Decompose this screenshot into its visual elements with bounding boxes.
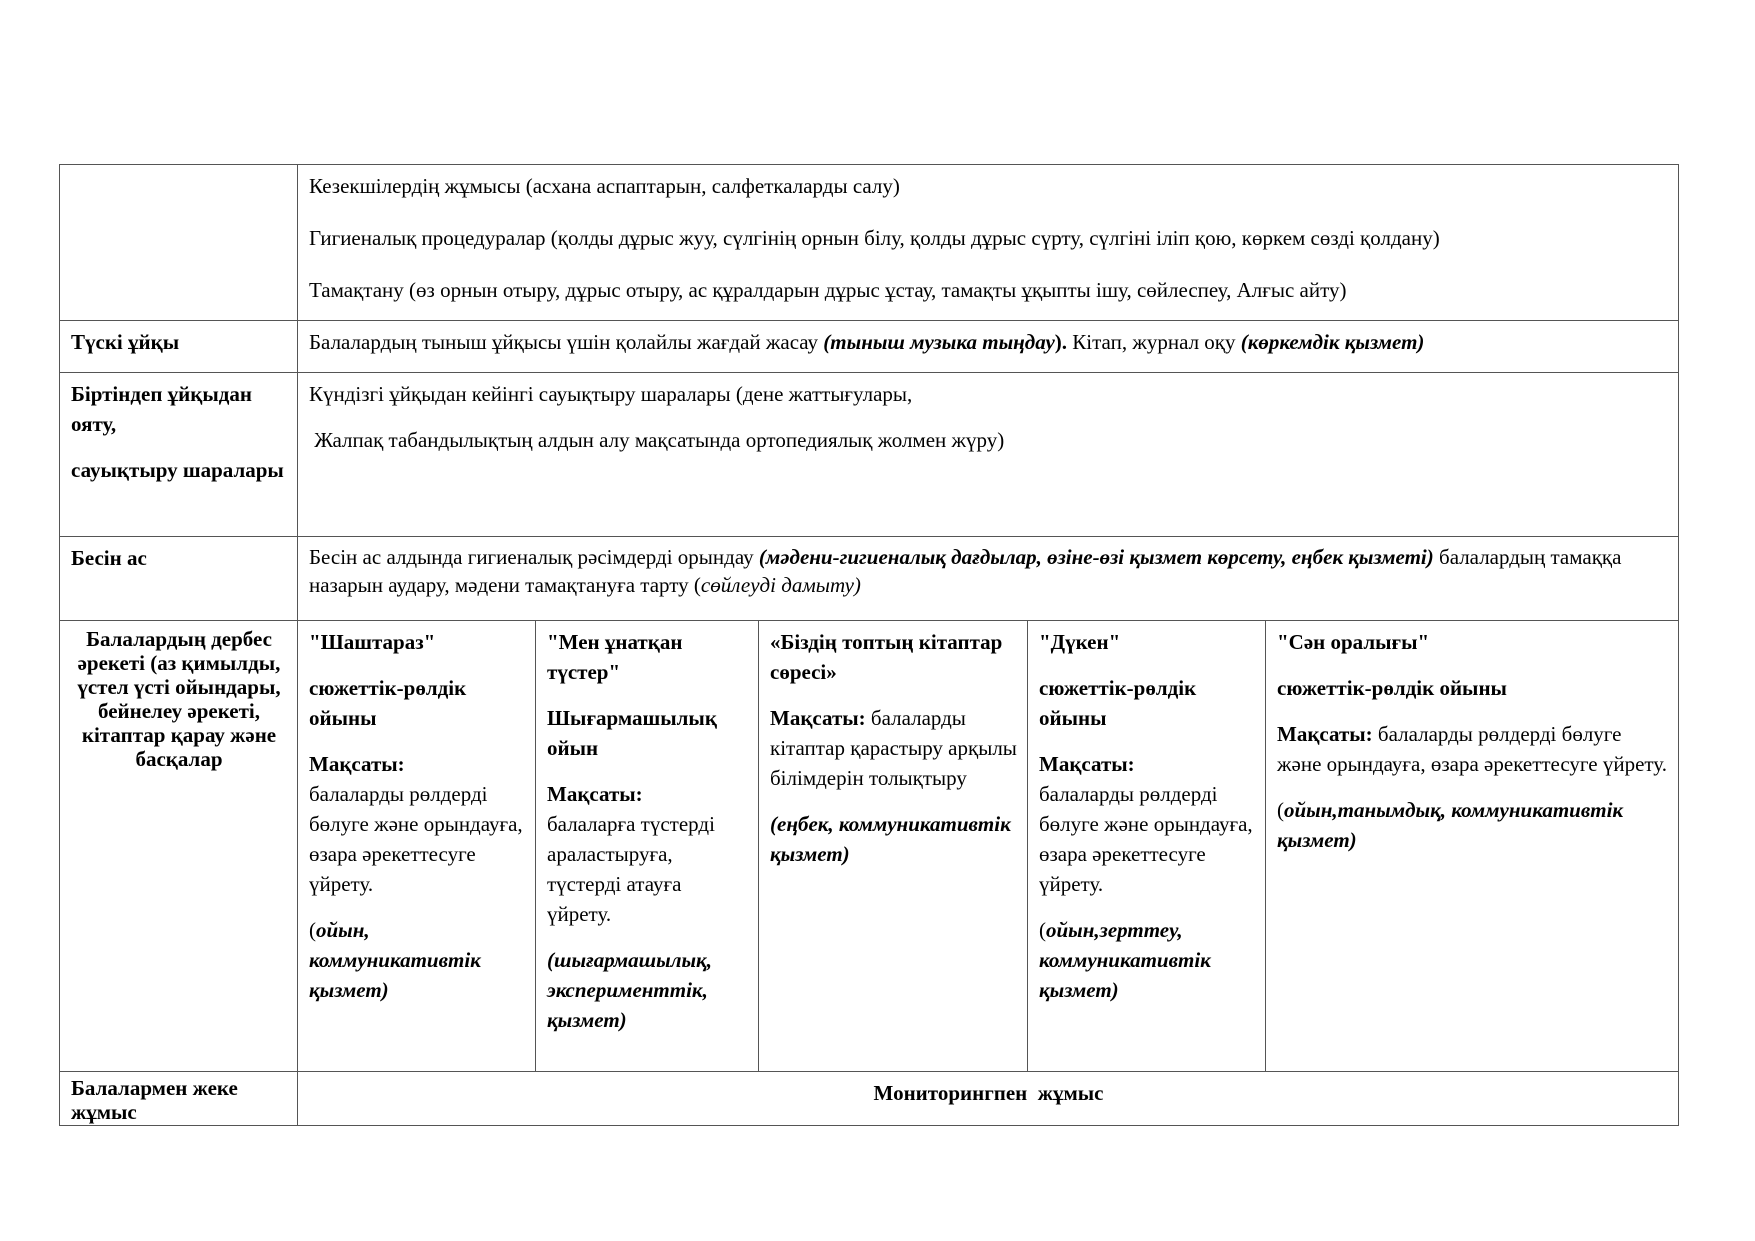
- meal-line-duty: Кезекшілердің жұмысы (асхана аспаптарын, салфеткаларды салу): [309, 174, 900, 198]
- activity-4-goal-label: Мақсаты:: [1039, 752, 1135, 776]
- activity-5-title: "Сән оралығы": [1277, 630, 1430, 654]
- activity-2-kind: Шығармашылық ойын: [547, 706, 717, 760]
- activity-1-tags: ойын, коммуникативтік қызмет): [309, 918, 481, 1002]
- activity-col-1: [298, 621, 536, 1072]
- activity-1-open: (: [309, 918, 316, 942]
- row-wake-content: [298, 373, 1679, 537]
- activity-3-goal-label: Мақсаты:: [770, 706, 866, 730]
- row-individual-content: Мониторингпен жұмыс: [298, 1072, 1679, 1126]
- activity-col-4: [1028, 621, 1266, 1072]
- row-wake: [60, 373, 1679, 537]
- wake-label-b: сауықтыру шаралары: [71, 458, 284, 482]
- daily-plan-table: [59, 164, 1679, 1126]
- snack-text-2: (мәдени-гигиеналық дағдылар, өзіне-өзі қызмет көрсету, еңбек қызметі): [758, 545, 1434, 569]
- activity-2-goal: балаларға түстерді араластыруға, түстерді атауға үйрету.: [547, 812, 715, 926]
- activity-4-title: "Дүкен": [1039, 630, 1121, 654]
- row-activity: [60, 621, 1679, 1072]
- nap-text-2: (тыныш музыка тыңдау: [823, 330, 1055, 354]
- row-snack-content: [298, 537, 1679, 621]
- wake-line-2: Жалпақ табандылықтың алдын алу мақсатында ортопедиялық жолмен жүру): [309, 428, 1005, 452]
- activity-2-goal-label: Мақсаты:: [547, 782, 643, 806]
- activity-5-open: (: [1277, 798, 1284, 822]
- nap-text-4: Кітап, журнал оқу: [1072, 330, 1241, 354]
- meal-line-eating: Тамақтану (өз орнын отыру, дұрыс отыру, ас құралдарын дұрыс ұстау, тамақты ұқыпты ішу, сөйлеспеу, Алғыс айту): [309, 278, 1347, 302]
- activity-5-goal-label: Мақсаты:: [1277, 722, 1373, 746]
- wake-label-a: Біртіндеп ұйқыдан ояту,: [71, 382, 252, 436]
- activity-4-kind: сюжеттік-рөлдік ойыны: [1039, 676, 1197, 730]
- snack-text-1: Бесін ас алдында гигиеналық рәсімдерді орындау: [309, 545, 759, 569]
- row-meal: [60, 165, 1679, 321]
- nap-text-5: (көркемдік қызмет): [1240, 330, 1425, 354]
- row-meal-label: [60, 165, 298, 321]
- row-nap-label: Түскі ұйқы: [60, 321, 298, 373]
- activity-5-tags: ойын,танымдық, коммуникативтік қызмет): [1277, 798, 1624, 852]
- nap-text-1: Балалардың тыныш ұйқысы үшін қолайлы жағдай жасау: [309, 330, 824, 354]
- activity-1-kind: сюжеттік-рөлдік ойыны: [309, 676, 467, 730]
- activity-3-goal: балаларды кітаптар қарастыру арқылы білімдерін толықтыру: [770, 706, 1017, 790]
- activity-5-goal: балаларды рөлдерді бөлуге және орындауға, өзара әрекеттесуге үйрету.: [1277, 722, 1667, 776]
- activity-col-3: [759, 621, 1028, 1072]
- row-snack-label: Бесін ас: [60, 537, 298, 621]
- nap-text-3: ).: [1054, 330, 1073, 354]
- row-individual: [60, 1072, 1679, 1126]
- row-nap: [60, 321, 1679, 373]
- activity-5-kind: сюжеттік-рөлдік ойыны: [1277, 676, 1507, 700]
- row-wake-label: [60, 373, 298, 537]
- activity-1-goal: балаларды рөлдерді бөлуге және орындауға, өзара әрекеттесуге үйрету.: [309, 782, 523, 896]
- activity-1-title: "Шаштараз": [309, 630, 436, 654]
- activity-2-tags: (шығармашылық, эксперименттік, қызмет): [547, 948, 712, 1032]
- activity-1-goal-label: Мақсаты:: [309, 752, 405, 776]
- meal-line-hygiene: Гигиеналық процедуралар (қолды дұрыс жуу, сүлгінің орнын білу, қолды дұрыс сүрту, сүлгіні іліп қою, көркем сөзді қолдану): [309, 226, 1440, 250]
- activity-4-goal: балаларды рөлдерді бөлуге және орындауға, өзара әрекеттесуге үйрету.: [1039, 782, 1253, 896]
- row-activity-label: Балалардың дербес әрекеті (аз қимылды, үстел үсті ойындары, бейнелеу әрекеті, кітаптар қарау және басқалар: [60, 621, 298, 1072]
- snack-text-4: сөйлеуді дамыту): [700, 573, 861, 597]
- activity-4-tags: ойын,зерттеу, коммуникативтік қызмет): [1039, 918, 1211, 1002]
- activity-4-open: (: [1039, 918, 1046, 942]
- wake-line-1: Күндізгі ұйқыдан кейінгі сауықтыру шаралары (дене жаттығулары,: [309, 382, 913, 406]
- row-individual-label: Балалармен жеке жұмыс: [60, 1072, 298, 1126]
- row-nap-content: [298, 321, 1679, 373]
- activity-col-5: [1266, 621, 1679, 1072]
- activity-2-title: "Мен ұнатқан түстер": [547, 630, 683, 684]
- row-snack: [60, 537, 1679, 621]
- activity-col-2: [536, 621, 759, 1072]
- activity-3-title: «Біздің топтың кітаптар сөресі»: [770, 630, 1003, 684]
- activity-3-tags: (еңбек, коммуникативтік қызмет): [770, 812, 1011, 866]
- row-meal-content: [298, 165, 1679, 321]
- snack-text-3: балалардың тамаққа назарын аудару, мәдени тамақтануға тарту (: [309, 545, 1622, 597]
